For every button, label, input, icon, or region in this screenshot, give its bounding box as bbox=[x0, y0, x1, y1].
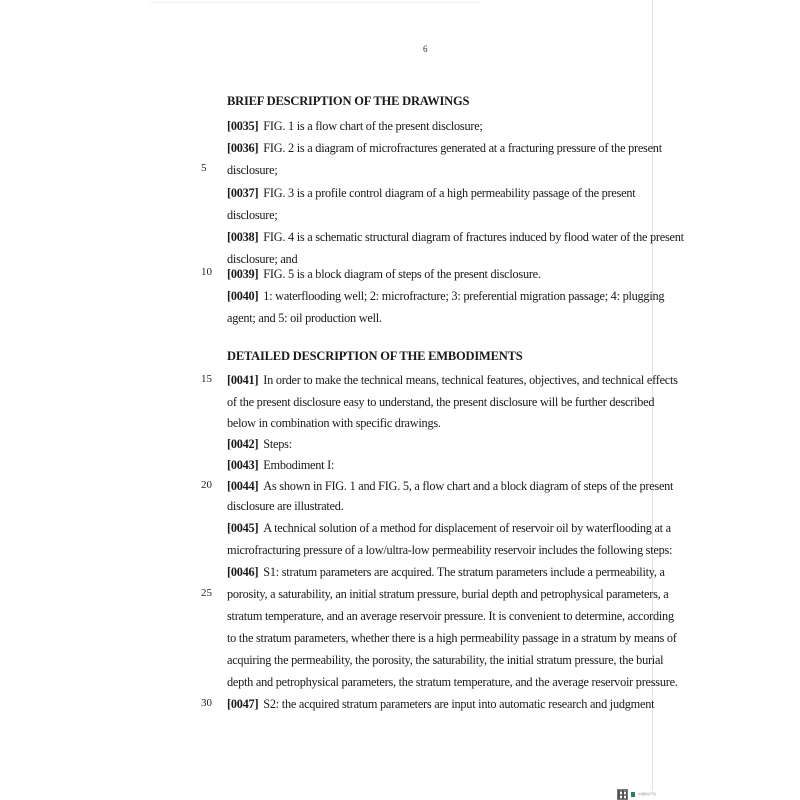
line-text: FIG. 1 is a flow chart of the present disclosure; bbox=[263, 119, 483, 133]
paragraph-line bbox=[227, 630, 677, 646]
paragraph-number: [0035] bbox=[227, 119, 259, 133]
line-text: acquiring the permeability, the porosity, the saturability, the initial stratum pressure, the burial bbox=[227, 653, 664, 667]
watermark-text: 中国知识产权 bbox=[638, 792, 657, 796]
paragraph-line bbox=[227, 520, 671, 536]
line-text: below in combination with specific drawings. bbox=[227, 416, 441, 430]
page-edge-top bbox=[150, 2, 480, 3]
line-text: disclosure; bbox=[227, 163, 278, 177]
line-text: FIG. 2 is a diagram of microfractures generated at a fracturing pressure of the present bbox=[263, 141, 662, 155]
paragraph-line bbox=[227, 608, 674, 624]
paragraph-line bbox=[227, 372, 678, 388]
line-text: S2: the acquired stratum parameters are input into automatic research and judgment bbox=[263, 697, 655, 711]
line-marker: 20 bbox=[201, 479, 212, 491]
line-marker: 10 bbox=[201, 266, 212, 278]
section-heading-detailed: DETAILED DESCRIPTION OF THE EMBODIMENTS bbox=[227, 349, 523, 363]
line-text: microfracturing pressure of a low/ultra-low permeability reservoir includes the following steps: bbox=[227, 543, 673, 557]
line-text: As shown in FIG. 1 and FIG. 5, a flow chart and a block diagram of steps of the present bbox=[263, 479, 674, 493]
line-text: 1: waterflooding well; 2: microfracture; 3: preferential migration passage; 4: plugging bbox=[263, 289, 665, 303]
line-text: FIG. 4 is a schematic structural diagram of fractures induced by flood water of the present bbox=[263, 230, 684, 244]
paragraph-number: [0044] bbox=[227, 479, 259, 493]
paragraph-number: [0036] bbox=[227, 141, 259, 155]
logo-icon bbox=[631, 792, 635, 797]
paragraph-line bbox=[227, 542, 673, 558]
paragraph-line bbox=[227, 288, 665, 304]
paragraph-number: [0038] bbox=[227, 230, 259, 244]
paragraph-number: [0041] bbox=[227, 373, 259, 387]
paragraph-line bbox=[227, 652, 664, 668]
paragraph-line bbox=[227, 436, 625, 452]
line-text: disclosure; and bbox=[227, 252, 298, 266]
paragraph-line bbox=[227, 162, 625, 178]
paragraph-number: [0037] bbox=[227, 186, 259, 200]
line-marker: 5 bbox=[201, 162, 207, 174]
line-text: stratum temperature, and an average reservoir pressure. It is convenient to determine, according bbox=[227, 609, 674, 623]
line-marker: 30 bbox=[201, 697, 212, 709]
paragraph-number: [0042] bbox=[227, 437, 259, 451]
qr-code-icon bbox=[617, 789, 628, 800]
paragraph-line bbox=[227, 394, 655, 410]
paragraph-line bbox=[227, 251, 625, 267]
paragraph-number: [0043] bbox=[227, 458, 259, 472]
paragraph-line bbox=[227, 118, 625, 134]
paragraph-line bbox=[227, 696, 655, 712]
paragraph-line bbox=[227, 457, 625, 473]
line-text: agent; and 5: oil production well. bbox=[227, 311, 382, 325]
line-text: disclosure are illustrated. bbox=[227, 499, 344, 513]
paragraph-line bbox=[227, 415, 625, 431]
line-text: A technical solution of a method for displacement of reservoir oil by waterflooding at a bbox=[263, 521, 671, 535]
paragraph-line bbox=[227, 498, 625, 514]
line-text: porosity, a saturability, an initial stratum pressure, burial depth and petrophysical parameters, a bbox=[227, 587, 669, 601]
line-text: S1: stratum parameters are acquired. The stratum parameters include a permeability, a bbox=[263, 565, 665, 579]
watermark bbox=[617, 789, 656, 800]
line-text: Embodiment I: bbox=[263, 458, 335, 472]
line-text: to the stratum parameters, whether there is a high permeability passage in a stratum by means of bbox=[227, 631, 677, 645]
paragraph-line bbox=[227, 674, 678, 690]
line-text: depth and petrophysical parameters, the stratum temperature, and the average reservoir pressure. bbox=[227, 675, 678, 689]
line-marker: 25 bbox=[201, 587, 212, 599]
line-text: FIG. 5 is a block diagram of steps of the present disclosure. bbox=[263, 267, 541, 281]
line-marker: 15 bbox=[201, 373, 212, 385]
paragraph-line bbox=[227, 207, 625, 223]
paragraph-line bbox=[227, 564, 665, 580]
section-heading-brief: BRIEF DESCRIPTION OF THE DRAWINGS bbox=[227, 94, 470, 108]
paragraph-line bbox=[227, 229, 684, 245]
paragraph-line bbox=[227, 140, 662, 156]
line-text: FIG. 3 is a profile control diagram of a high permeability passage of the present bbox=[263, 186, 636, 200]
line-text: disclosure; bbox=[227, 208, 278, 222]
paragraph-number: [0046] bbox=[227, 565, 259, 579]
line-text: Steps: bbox=[263, 437, 292, 451]
paragraph-line bbox=[227, 266, 625, 282]
paragraph-number: [0045] bbox=[227, 521, 259, 535]
paragraph-number: [0040] bbox=[227, 289, 259, 303]
line-text: of the present disclosure easy to understand, the present disclosure will be further described bbox=[227, 395, 655, 409]
paragraph-line bbox=[227, 478, 674, 494]
paragraph-number: [0047] bbox=[227, 697, 259, 711]
paragraph-line bbox=[227, 586, 669, 602]
paragraph-line bbox=[227, 185, 636, 201]
paragraph-number: [0039] bbox=[227, 267, 259, 281]
page-number: 6 bbox=[423, 44, 428, 54]
paragraph-line bbox=[227, 310, 625, 326]
line-text: In order to make the technical means, technical features, objectives, and technical effects bbox=[263, 373, 678, 387]
